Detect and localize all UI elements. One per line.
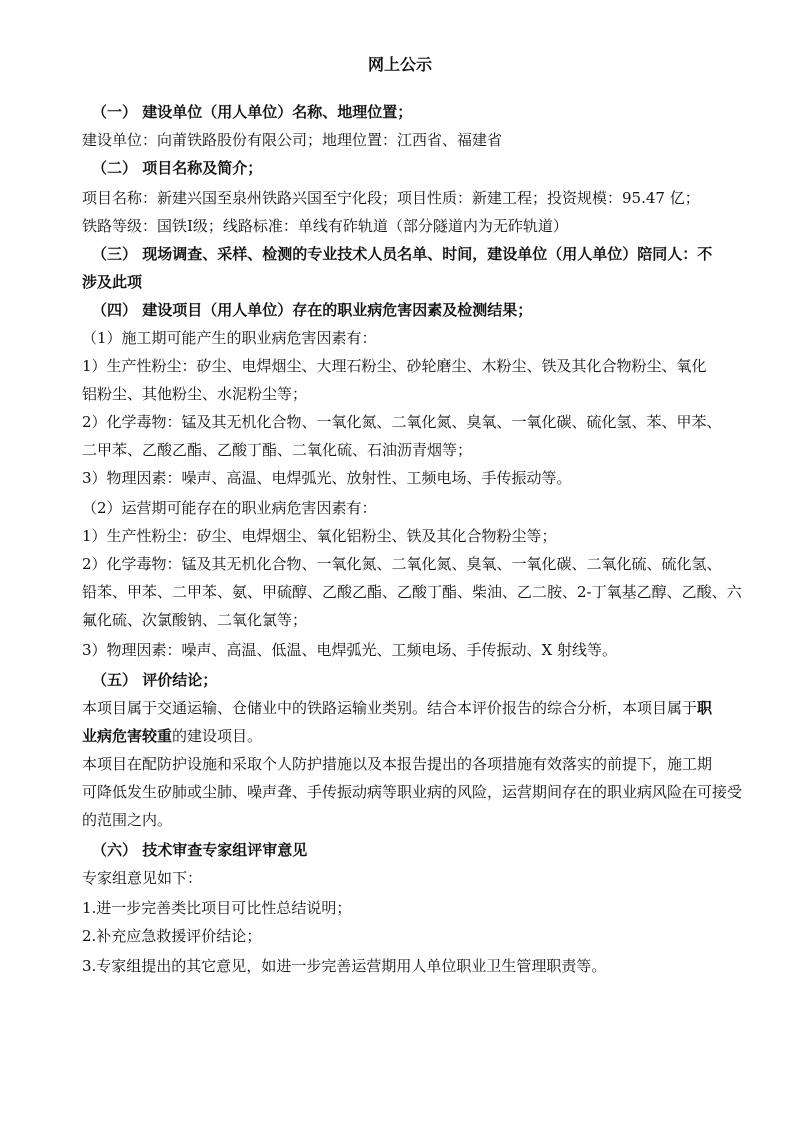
section-5-highlight-start: 职 (697, 699, 713, 717)
section-4-construction-dust-line-2: 铝粉尘、其他粉尘、水泥粉尘等； (82, 385, 308, 403)
section-4-operation-chem-line-3: 氟化硫、次氯酸钠、二氧化氯等； (82, 611, 308, 629)
section-5-heading: （五） 评价结论； (92, 671, 218, 689)
section-4-operation-title: （2）运营期可能存在的职业病危害因素有： (82, 499, 377, 517)
section-3-heading-line-2: 涉及此项 (82, 273, 143, 291)
section-6-heading: （六） 技术审查专家组评审意见 (92, 841, 308, 859)
section-6-item-1: 1.进一步完善类比项目可比性总结说明； (82, 899, 352, 917)
section-2-heading: （二） 项目名称及简介； (92, 159, 263, 177)
section-4-construction-physical: 3）物理因素：噪声、高温、电焊弧光、放射性、工频电场、手传振动等。 (82, 469, 572, 487)
page-title: 网上公示 (367, 55, 432, 74)
section-2-line-2: 铁路等级：国铁Ⅰ级；线路标准：单线有砟轨道（部分隧道内为无砟轨道） (82, 217, 568, 235)
section-6-item-3: 3.专家组提出的其它意见，如进一步完善运营期用人单位职业卫生管理职责等。 (82, 957, 607, 975)
section-1-heading: （一） 建设单位（用人单位）名称、地理位置； (92, 103, 413, 121)
section-4-construction-dust-line-1: 1）生产性粉尘：矽尘、电焊烟尘、大理石粉尘、砂轮磨尘、木粉尘、铁及其化合物粉尘、氧化 (82, 357, 707, 375)
section-5-para-1-line-2 (82, 726, 262, 746)
section-4-operation-chem-line-1: 2）化学毒物：锰及其无机化合物、一氧化氮、二氧化氮、臭氧、一氧化碳、二氧化硫、硫化氢、 (82, 555, 722, 573)
section-4-construction-title: （1）施工期可能产生的职业病危害因素有： (82, 329, 377, 347)
section-4-construction-chem-line-1: 2）化学毒物：锰及其无机化合物、一氧化氮、二氧化氮、臭氧、一氧化碳、硫化氢、苯、甲苯、 (82, 413, 722, 431)
section-3-heading-line-1: （三） 现场调查、采样、检测的专业技术人员名单、时间，建设单位（用人单位）陪同人：不 (92, 245, 713, 263)
section-4-operation-chem-line-2: 铅苯、甲苯、二甲苯、氨、甲硫醇、乙酸乙酯、乙酸丁酯、柴油、乙二胺、2-丁氧基乙醇、乙酸、六 (82, 583, 742, 601)
section-6-item-2: 2.补充应急救援评价结论； (82, 927, 262, 945)
section-1-line-1: 建设单位：向莆铁路股份有限公司；地理位置：江西省、福建省 (82, 131, 503, 149)
section-5-para-1-text: 本项目属于交通运输、仓储业中的铁路运输业类别。结合本评价报告的综合分析，本项目属于 (82, 699, 698, 717)
section-5-para-2-line-3: 的范围之内。 (82, 811, 173, 829)
section-5-para-2-line-1: 本项目在配防护设施和采取个人防护措施以及本报告提出的各项措施有效落实的前提下，施工期 (82, 755, 713, 773)
section-4-operation-physical: 3）物理因素：噪声、高温、低温、电焊弧光、工频电场、手传振动、X 射线等。 (82, 641, 617, 659)
section-5-para-2-line-2: 可降低发生矽肺或尘肺、噪声聋、手传振动病等职业病的风险，运营期间存在的职业病风险在可接受 (82, 783, 743, 801)
section-4-construction-chem-line-2: 二甲苯、乙酸乙酯、乙酸丁酯、二氧化硫、石油沥青烟等； (82, 441, 473, 459)
section-2-line-1: 项目名称：新建兴国至泉州铁路兴国至宁化段；项目性质：新建工程；投资规模：95.47 亿； (82, 189, 700, 207)
section-5-para-1-line-1 (82, 698, 712, 718)
section-6-intro: 专家组意见如下： (82, 869, 203, 887)
section-4-operation-dust: 1）生产性粉尘：矽尘、电焊烟尘、氧化铝粉尘、铁及其化合物粉尘等； (82, 527, 557, 545)
section-5-highlight-rest: 业病危害较重 (82, 727, 173, 745)
section-4-heading: （四） 建设项目（用人单位）存在的职业病危害因素及检测结果； (92, 301, 533, 319)
section-5-para-1-tail: 的建设项目。 (172, 727, 263, 745)
